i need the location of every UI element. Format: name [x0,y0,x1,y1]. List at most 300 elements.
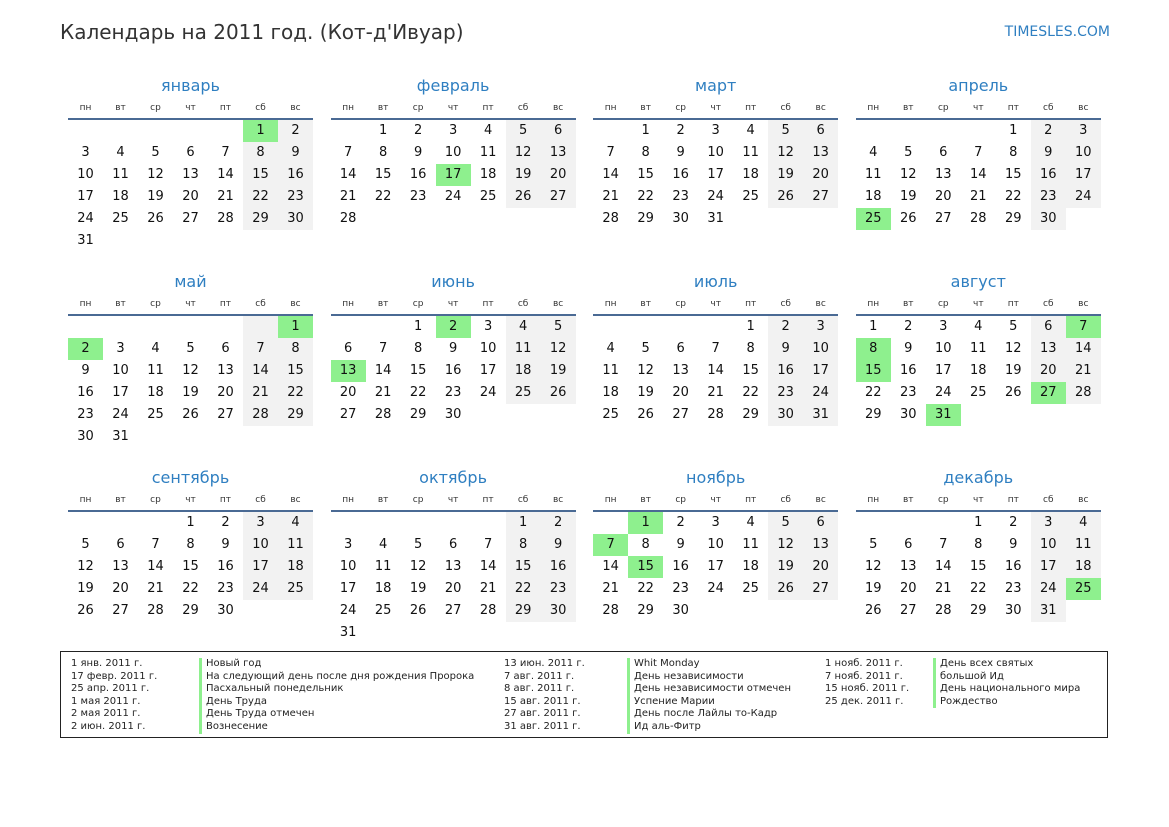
holiday-column [504,658,792,734]
weekday-label: чт [710,299,721,309]
month-name: декабрь [943,468,1014,487]
day-cell: 26 [768,186,803,208]
empty-cell [278,426,313,448]
day-cell: 11 [602,363,619,378]
day-cell: 4 [378,537,388,552]
day-cell: 4 [1066,512,1101,534]
holiday-date: 15 нояб. 2011 г. [825,683,910,695]
day-cell: 27 [672,407,689,422]
weekday-label: вт [640,495,651,505]
day-cell: 11 [278,534,313,556]
empty-cell [138,120,173,142]
day-cell: 3 [483,319,493,334]
empty-cell [926,512,961,534]
empty-cell [366,316,401,338]
holiday-date: 27 авг. 2011 г. [504,708,581,720]
month-name: октябрь [419,468,488,487]
day-cell: 17 [707,559,724,574]
day-cell: 11 [112,167,129,182]
day-cell: 22 [742,385,759,400]
day-cell: 9 [221,537,230,552]
day-cell: 3 [448,123,458,138]
days-grid [331,316,576,426]
day-cell: 29 [865,407,882,422]
day-cell: 28 [374,407,392,422]
empty-cell [471,404,506,426]
day-cell: 18 [374,581,392,596]
day-cell: 21 [970,189,987,204]
day-cell: 25 [374,603,392,618]
holiday-date: 7 нояб. 2011 г. [825,670,903,682]
day-cell: 3 [1031,512,1066,534]
weekday-label: пт [1007,103,1019,113]
day-cell: 13 [217,363,234,378]
empty-cell [471,208,506,230]
day-cell: 4 [746,123,755,138]
day-cell: 29 [1005,211,1022,226]
weekday-label: вт [115,103,126,113]
day-cell: 16 [217,559,234,574]
day-cell: 20 [1031,360,1066,382]
day-cell: 10 [1066,142,1101,164]
holiday-name: День всех святых [933,658,1033,671]
day-cell: 21 [147,581,164,596]
weekday-header [331,98,576,120]
empty-cell [366,512,401,534]
day-cell: 8 [378,145,388,160]
holiday-date: 8 авг. 2011 г. [504,683,575,695]
weekday-label: сб [780,495,791,505]
day-cell: 25 [742,581,759,596]
day-cell: 8 [413,341,423,356]
day-cell: 27 [541,186,576,208]
month-calendar [856,270,1101,466]
day-cell: 25 [856,208,891,230]
day-cell: 22 [182,581,199,596]
days-grid [593,316,838,426]
day-cell: 7 [483,537,493,552]
empty-cell [331,120,366,142]
empty-cell [961,404,996,426]
day-cell: 25 [147,407,164,422]
day-cell: 10 [112,363,129,378]
weekday-label: чт [710,103,721,113]
empty-cell [1066,600,1101,622]
weekday-label: вт [377,103,389,113]
holiday-date: 1 нояб. 2011 г. [825,658,903,669]
empty-cell [243,426,278,448]
day-cell: 14 [374,363,392,378]
weekday-label: пн [342,103,354,113]
day-cell: 30 [278,208,313,230]
days-grid [331,512,576,644]
day-cell: 3 [711,123,720,138]
day-cell: 23 [444,385,462,400]
empty-cell [471,622,506,644]
day-cell: 31 [112,429,129,444]
day-cell: 28 [1066,382,1101,404]
month-name: апрель [948,76,1009,95]
day-cell: 15 [374,167,392,182]
day-cell: 9 [413,145,423,160]
day-cell: 23 [77,407,94,422]
day-cell: 9 [1031,142,1066,164]
holiday-date: 13 июн. 2011 г. [504,658,585,669]
weekday-label: сб [1043,103,1054,113]
empty-cell [331,512,366,534]
day-cell: 3 [81,145,90,160]
weekday-header [593,294,838,316]
empty-cell [856,512,891,534]
empty-cell [733,208,768,230]
month-calendar [856,74,1101,270]
day-cell: 8 [641,537,650,552]
day-cell: 23 [900,385,917,400]
day-cell: 14 [707,363,724,378]
holiday-date: 2 мая 2011 г. [71,708,141,720]
day-cell: 17 [436,164,471,186]
day-cell: 11 [742,537,759,552]
day-cell: 1 [1009,123,1018,138]
day-cell: 19 [409,581,427,596]
day-cell: 12 [409,559,427,574]
empty-cell [961,120,996,142]
empty-cell [593,120,628,142]
day-cell: 3 [939,319,948,334]
day-cell: 16 [278,164,313,186]
holiday-row [825,658,1034,671]
day-cell: 31 [339,625,357,640]
day-cell: 18 [479,167,497,182]
day-cell: 31 [707,211,724,226]
weekday-label: ср [150,103,161,113]
day-cell: 24 [112,407,129,422]
months-grid [68,74,1101,662]
day-cell: 5 [541,316,576,338]
day-cell: 11 [147,363,164,378]
holiday-name: День независимости отмечен [627,683,791,696]
day-cell: 22 [506,578,541,600]
day-cell: 11 [506,338,541,360]
day-cell: 11 [742,145,759,160]
day-cell: 20 [803,164,838,186]
weekday-label: пт [482,103,494,113]
day-cell: 21 [374,385,392,400]
day-cell: 29 [278,404,313,426]
day-cell: 18 [865,189,882,204]
day-cell: 25 [506,382,541,404]
day-cell: 13 [672,363,689,378]
day-cell: 17 [1031,556,1066,578]
day-cell: 28 [707,407,724,422]
day-cell: 21 [1066,360,1101,382]
day-cell: 5 [768,120,803,142]
day-cell: 11 [374,559,392,574]
days-grid [856,120,1101,230]
month-name: март [695,76,737,95]
day-cell: 22 [278,382,313,404]
day-cell: 8 [856,338,891,360]
day-cell: 28 [339,211,357,226]
day-cell: 18 [1066,556,1101,578]
day-cell: 3 [711,515,720,530]
day-cell: 2 [1031,120,1066,142]
day-cell: 26 [506,186,541,208]
day-cell: 6 [186,145,195,160]
weekday-label: чт [185,495,196,505]
day-cell: 15 [637,167,654,182]
day-cell: 25 [602,407,619,422]
empty-cell [803,208,838,230]
weekday-label: вт [903,299,914,309]
weekday-header [593,490,838,512]
day-cell: 5 [904,145,913,160]
day-cell: 13 [541,142,576,164]
day-cell: 15 [243,164,278,186]
weekday-label: пн [604,495,617,505]
month-calendar [331,270,576,466]
weekday-header [593,98,838,120]
site-link[interactable]: TIMESLES.COM [1004,24,1110,40]
day-cell: 9 [904,341,913,356]
weekday-label: пт [219,495,232,505]
day-cell: 13 [935,167,952,182]
day-cell: 18 [278,556,313,578]
empty-cell [856,120,891,142]
day-cell: 20 [935,189,952,204]
day-cell: 21 [602,581,619,596]
day-cell: 10 [1031,534,1066,556]
day-cell: 26 [1005,385,1022,400]
day-cell: 8 [506,534,541,556]
day-cell: 22 [1005,189,1022,204]
holiday-date: 1 янв. 2011 г. [71,658,143,669]
empty-cell [173,120,208,142]
empty-cell [926,120,961,142]
day-cell: 29 [637,603,654,618]
day-cell: 29 [637,211,654,226]
weekday-label: чт [447,299,459,309]
day-cell: 14 [602,559,619,574]
empty-cell [68,120,103,142]
day-cell: 28 [935,603,952,618]
day-cell: 10 [243,534,278,556]
empty-cell [698,316,733,338]
day-cell: 23 [278,186,313,208]
day-cell: 17 [112,385,129,400]
holiday-name: Рождество [933,696,998,709]
day-cell: 26 [182,407,199,422]
day-cell: 20 [112,581,129,596]
weekday-label: чт [973,299,984,309]
weekday-label: вс [290,495,301,505]
day-cell: 3 [343,537,353,552]
day-cell: 2 [1009,515,1018,530]
day-cell: 12 [77,559,94,574]
holiday-date: 7 авг. 2011 г. [504,670,575,682]
weekday-label: вс [815,299,826,309]
day-cell: 4 [506,316,541,338]
holiday-date: 25 дек. 2011 г. [825,695,904,707]
day-cell: 3 [1066,120,1101,142]
weekday-label: сб [255,495,266,505]
holiday-row [504,720,701,734]
day-cell: 27 [803,578,838,600]
day-cell: 23 [541,578,576,600]
day-cell: 26 [147,211,164,226]
day-cell: 7 [593,534,628,556]
empty-cell [173,316,208,338]
month-name: сентябрь [151,468,230,487]
empty-cell [663,316,698,338]
empty-cell [401,622,436,644]
day-cell: 4 [151,341,160,356]
weekday-label: ср [675,495,687,505]
days-grid [331,120,576,230]
day-cell: 21 [602,189,619,204]
day-cell: 16 [409,167,427,182]
day-cell: 12 [147,167,164,182]
day-cell: 25 [278,578,313,600]
day-cell: 14 [243,360,278,382]
empty-cell [1066,208,1101,230]
day-cell: 22 [637,581,654,596]
day-cell: 1 [413,319,423,334]
day-cell: 14 [935,559,952,574]
day-cell: 2 [221,515,230,530]
weekday-label: вс [552,299,564,309]
day-cell: 10 [803,338,838,360]
day-cell: 10 [479,341,497,356]
day-cell: 22 [409,385,427,400]
empty-cell [208,426,243,448]
holiday-column [71,658,475,734]
weekday-label: вт [377,495,389,505]
day-cell: 12 [182,363,199,378]
day-cell: 11 [1066,534,1101,556]
weekday-label: пт [745,103,757,113]
empty-cell [243,600,278,622]
day-cell: 7 [378,341,388,356]
day-cell: 19 [900,189,917,204]
holiday-column [825,658,1081,708]
day-cell: 23 [672,581,689,596]
day-cell: 10 [444,145,462,160]
holiday-list [60,651,1108,738]
day-cell: 28 [602,211,619,226]
empty-cell [103,512,138,534]
empty-cell [1031,404,1066,426]
holiday-name: Whit Monday [627,658,700,671]
empty-cell [331,316,366,338]
month-calendar [68,270,313,466]
weekday-header [856,294,1101,316]
day-cell: 16 [541,556,576,578]
month-name: февраль [416,76,490,95]
day-cell: 5 [151,145,160,160]
day-cell: 4 [278,512,313,534]
empty-cell [173,426,208,448]
weekday-label: ср [675,103,687,113]
day-cell: 5 [641,341,650,356]
weekday-label: сб [255,299,266,309]
month-calendar [68,74,313,270]
empty-cell [803,600,838,622]
day-cell: 12 [865,559,882,574]
day-cell: 12 [506,142,541,164]
day-cell: 15 [970,559,987,574]
day-cell: 12 [1005,341,1022,356]
weekday-label: сб [1043,495,1054,505]
day-cell: 19 [768,556,803,578]
day-cell: 22 [243,186,278,208]
day-cell: 13 [803,142,838,164]
day-cell: 27 [112,603,129,618]
empty-cell [698,600,733,622]
holiday-row [504,683,792,696]
holiday-row [825,670,1004,684]
day-cell: 24 [339,603,357,618]
day-cell: 25 [970,385,987,400]
day-cell: 7 [711,341,720,356]
weekday-label: вс [290,299,301,309]
day-cell: 4 [746,515,755,530]
weekday-label: сб [517,103,529,113]
day-cell: 20 [339,385,357,400]
empty-cell [506,404,541,426]
day-cell: 6 [676,341,685,356]
day-cell: 17 [339,581,357,596]
day-cell: 22 [970,581,987,596]
empty-cell [401,208,436,230]
day-cell: 22 [637,189,654,204]
day-cell: 7 [1066,316,1101,338]
day-cell: 17 [77,189,94,204]
day-cell: 11 [479,145,497,160]
day-cell: 2 [541,512,576,534]
day-cell: 21 [339,189,357,204]
empty-cell [436,622,471,644]
day-cell: 17 [1066,164,1101,186]
day-cell: 24 [803,382,838,404]
day-cell: 4 [869,145,878,160]
weekday-label: пн [79,103,92,113]
day-cell: 29 [742,407,759,422]
day-cell: 11 [865,167,882,182]
day-cell: 16 [672,167,689,182]
day-cell: 24 [707,581,724,596]
day-cell: 19 [768,164,803,186]
holiday-row [825,695,998,709]
day-cell: 5 [869,537,878,552]
day-cell: 20 [672,385,689,400]
day-cell: 30 [672,603,689,618]
day-cell: 21 [479,581,497,596]
day-cell: 23 [768,382,803,404]
day-cell: 17 [935,363,952,378]
day-cell: 1 [243,120,278,142]
day-cell: 6 [803,512,838,534]
empty-cell [768,600,803,622]
holiday-name: День Труда отмечен [199,708,314,721]
day-cell: 29 [970,603,987,618]
day-cell: 8 [746,341,755,356]
day-cell: 2 [768,316,803,338]
day-cell: 8 [243,142,278,164]
month-calendar [593,466,838,662]
day-cell: 12 [768,534,803,556]
day-cell: 3 [243,512,278,534]
